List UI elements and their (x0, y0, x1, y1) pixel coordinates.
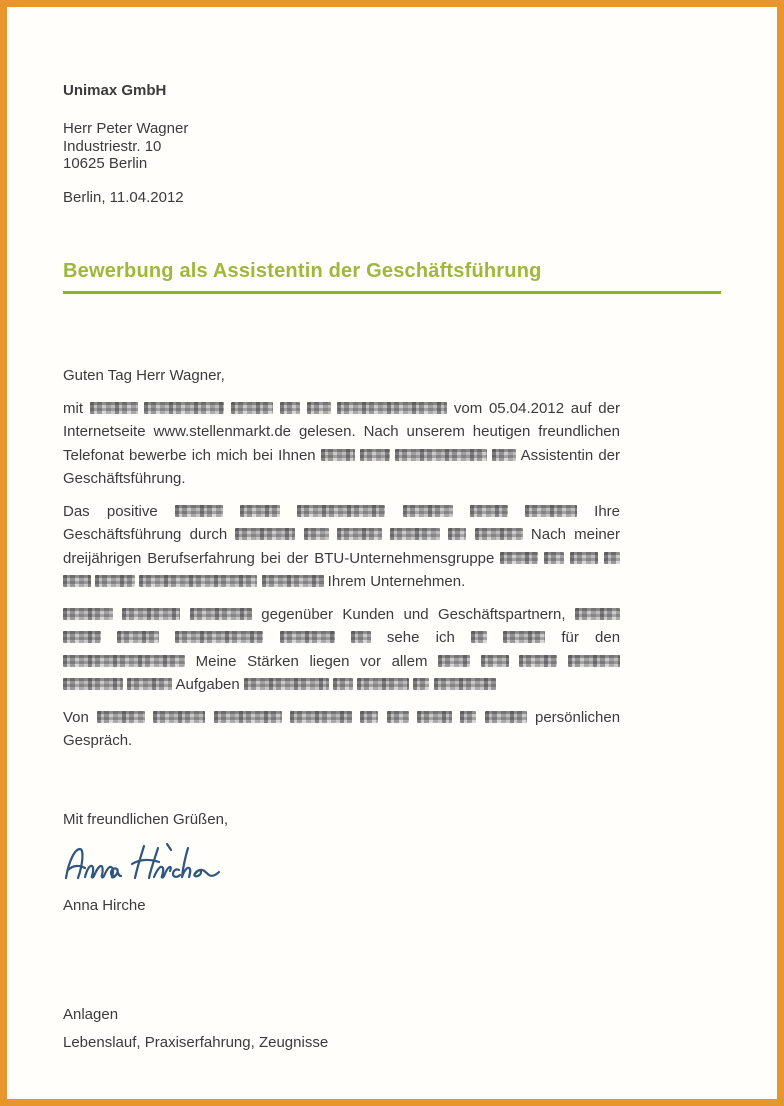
redacted-text (175, 505, 223, 517)
redacted-text (395, 449, 487, 461)
redacted-text (127, 678, 172, 690)
redacted-text (235, 528, 295, 540)
redacted-text (337, 528, 382, 540)
redacted-text (403, 505, 453, 517)
redacted-text (280, 402, 300, 414)
enclosure-list: Lebenslauf, Praxiserfahrung, Zeugnisse (63, 1034, 329, 1051)
redacted-text (304, 528, 329, 540)
redacted-text (570, 552, 598, 564)
redacted-text (333, 678, 353, 690)
redacted-text (63, 608, 113, 620)
salutation: Guten Tag Herr Wagner, (63, 367, 225, 384)
redacted-text (139, 575, 257, 587)
redacted-text (337, 402, 447, 414)
redacted-text (471, 631, 487, 643)
redacted-text (297, 505, 385, 517)
redacted-text (360, 711, 378, 723)
redacted-text (492, 449, 516, 461)
redacted-text (280, 631, 335, 643)
redacted-text (307, 402, 331, 414)
redacted-text (351, 631, 371, 643)
redacted-text (153, 711, 205, 723)
redacted-text (413, 678, 429, 690)
redacted-text (470, 505, 508, 517)
redacted-text (262, 575, 324, 587)
redacted-text (97, 711, 145, 723)
redacted-text (481, 655, 509, 667)
letter-paragraph: Von persönlichen Gespräch. (63, 708, 621, 749)
redacted-text (390, 528, 440, 540)
recipient-address (63, 120, 777, 173)
redacted-text (240, 505, 280, 517)
redacted-text (122, 608, 180, 620)
redacted-text (500, 552, 538, 564)
redacted-text (63, 655, 185, 667)
redacted-text (117, 631, 159, 643)
redacted-text (460, 711, 476, 723)
redacted-text (63, 631, 101, 643)
redacted-text (63, 678, 123, 690)
redacted-text (519, 655, 557, 667)
redacted-text (90, 402, 138, 414)
redacted-text (63, 575, 91, 587)
redacted-text (525, 505, 577, 517)
redacted-text (387, 711, 409, 723)
sender-company: Unimax GmbH (63, 82, 167, 99)
letter-content (7, 7, 777, 1055)
enclosures-label: Anlagen (63, 1005, 119, 1023)
redacted-text (95, 575, 135, 587)
recipient-city: 10625 Berlin (63, 155, 148, 172)
redacted-text (231, 402, 273, 414)
redacted-text (144, 402, 224, 414)
redacted-text (448, 528, 466, 540)
redacted-text (438, 655, 470, 667)
redacted-text (190, 608, 252, 620)
redacted-text (434, 678, 496, 690)
subject-heading: Bewerbung als Assistentin der Geschäftsführung (63, 260, 721, 294)
letter-paragraph: gegenüber Kunden und Geschäftspartnern, sehe ich für den Meine Stärken liegen vor allem Aufgaben (63, 603, 620, 697)
redacted-text (417, 711, 452, 723)
date-line: Berlin, 11.04.2012 (63, 188, 184, 206)
redacted-text (244, 678, 329, 690)
redacted-text (503, 631, 545, 643)
redacted-text (475, 528, 523, 540)
redacted-text (575, 608, 620, 620)
redacted-text (321, 449, 355, 461)
redacted-text (544, 552, 564, 564)
letter-paragraph: mit vom 05.04.2012 auf der Internetseite www.stellenmarkt.de gelesen. Nach unserem heutigen freundlichen Telefonat bewerbe ich mich bei Ihnen Assistentin der Geschäftsführung. (63, 399, 621, 487)
handwritten-signature (59, 836, 234, 888)
recipient-name: Herr Peter Wagner (63, 120, 189, 137)
redacted-text (485, 711, 527, 723)
redacted-text (290, 711, 352, 723)
redacted-text (568, 655, 620, 667)
letter-body (63, 364, 620, 753)
closing-line: Mit freundlichen Grüßen, (63, 810, 229, 828)
letter-paragraph: Das positive Ihre Geschäftsführung durch Nach meiner dreijährigen Berufserfahrung bei der BTU-Unternehmensgruppe Ihrem Unternehmen. (63, 502, 621, 590)
typed-signature-name: Anna Hirche (63, 897, 146, 914)
redacted-text (357, 678, 409, 690)
redacted-text (175, 631, 263, 643)
redacted-text (214, 711, 282, 723)
recipient-street: Industriestr. 10 (63, 137, 162, 155)
enclosures-block (63, 1003, 777, 1055)
redacted-text (360, 449, 390, 461)
redacted-text (604, 552, 620, 564)
